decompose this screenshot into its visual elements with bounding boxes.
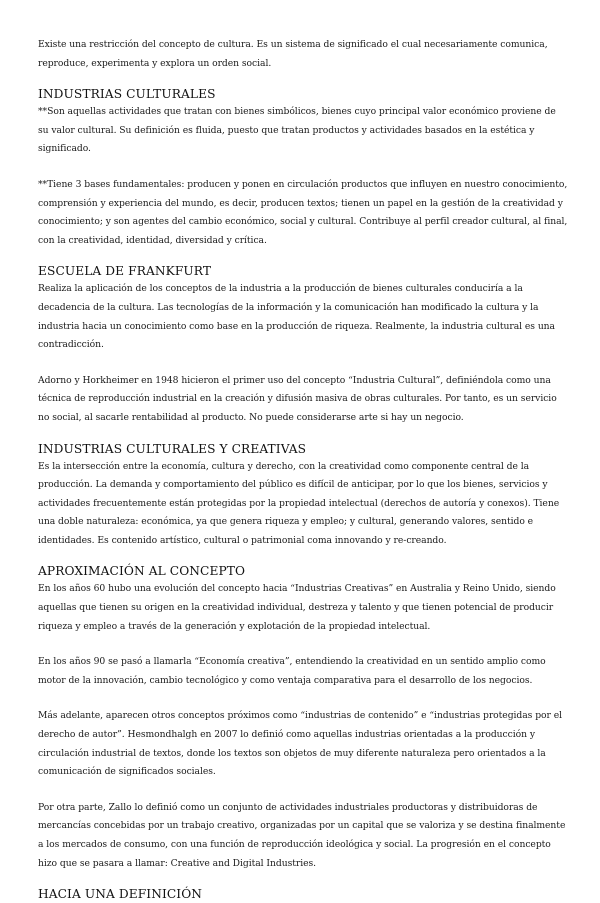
heading-industrias-culturales-y-creativas: INDUSTRIAS CULTURALES Y CREATIVAS [38,441,307,456]
heading-hacia-una-definicion: HACIA UNA DEFINICIÓN [38,887,203,902]
paragraph: **Son aquellas actividades que tratan con bienes simbólicos, bienes cuyo principal valor económico proviene de su valor cultural. Su definición es fluida, puesto que tratan productos y actividades basados en la estética y significado. [38,106,556,155]
heading-escuela-de-frankfurt: ESCUELA DE FRANKFURT [38,264,212,279]
paragraph: Más adelante, aparecen otros conceptos próximos como “industrias de contenido” e “industrias protegidas por el derecho de autor”. Hesmondhalgh en 2007 lo definió como aquellas industrias orientadas a la producción y circulación industrial de textos, donde los textos son objetos de muy diferente naturaleza pero orientados a la comunicación de significados sociales. [38,710,563,778]
paragraph: Es la intersección entre la economía, cultura y derecho, con la creatividad como componente central de la producción. La demanda y comportamiento del público es difícil de anticipar, por lo que los bienes, servicios y actividades frecuentemente están protegidas por la propiedad intelectual (derechos de autoría y conexos). Tiene una doble naturaleza: económica, ya que genera riqueza y empleo; y cultural, generando valores, sentido e identidades. Es contenido artístico, cultural o patrimonial coma innovando y re-creando. [38,460,560,546]
paragraph: En los años 60 hubo una evolución del concepto hacia “Industrias Creativas” en Australia y Reino Unido, siendo aquellas que tienen su origen en la creatividad individual, destreza y talento y que tienen potencial de producir riqueza y empleo a través de la generación y explotación de la propiedad intelectual. [38,583,556,632]
paragraph: Adorno y Horkheimer en 1948 hicieron el primer uso del concepto “Industria Cultural”, definiéndola como una técnica de reproducción industrial en la creación y difusión masiva de obras culturales. Por tanto, es un servicio no social, al sacarle rentabilidad al producto. No puede considerarse arte si hay un negocio. [38,374,557,423]
paragraph: Por otra parte, Zallo lo definió como un conjunto de actividades industriales productoras y distribuidoras de mercancías concebidas por un trabajo creativo, organizadas por un capital que se valoriza y se destina finalmente a los mercados de consumo, con una función de reproducción ideológica y social. La progresión en el concepto hizo que se pasara a llamar: Creative and Digital Industries. [38,801,566,869]
document-page [38,36,568,903]
paragraph: En los años 90 se pasó a llamarla “Economía creativa”, entendiendo la creatividad en un sentido amplio como motor de la innovación, cambio tecnológico y como ventaja comparativa para el desarrollo de los negocios. [38,656,546,686]
intro-paragraph: Existe una restricción del concepto de cultura. Es un sistema de significado el cual necesariamente comunica, reproduce, experimenta y explora un orden social. [38,39,548,69]
heading-industrias-culturales: INDUSTRIAS CULTURALES [38,87,216,102]
paragraph: Realiza la aplicación de los conceptos de la industria a la producción de bienes culturales conduciría a la decadencia de la cultura. Las tecnologías de la información y la comunicación han modificado la cultura y la industria hacia un conocimiento como base en la producción de riqueza. Realmente, la industria cultural es una contradicción. [38,283,555,351]
paragraph: **Tiene 3 bases fundamentales: producen y ponen en circulación productos que influyen en nuestro conocimiento, comprensión y experiencia del mundo, es decir, producen textos; tienen un papel en la gestión de la creatividad y conocimiento; y son agentes del cambio económico, social y cultural. Contribuye al perfil creador cultural, al final, con la creatividad, identidad, diversidad y crítica. [38,178,568,246]
heading-aproximacion-al-concepto: APROXIMACIÓN AL CONCEPTO [38,564,246,579]
